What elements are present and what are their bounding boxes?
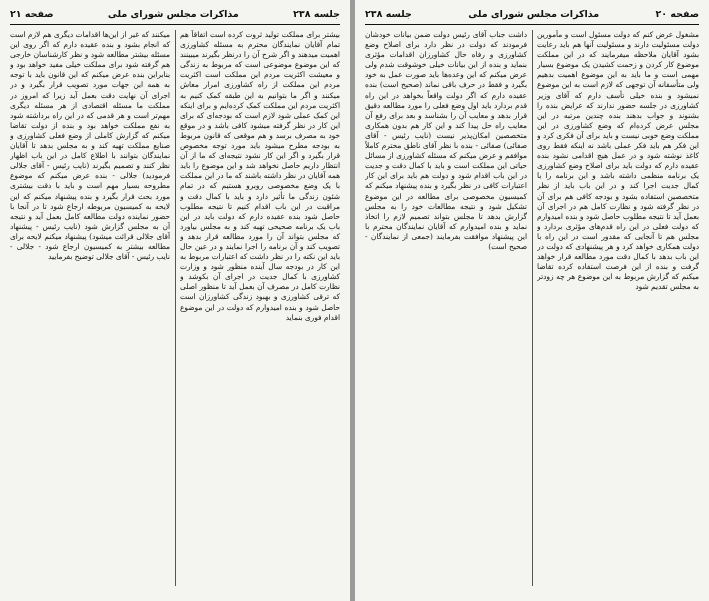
left-session-label: جلسه ۲۳۸ <box>293 8 340 20</box>
left-header-title: مذاکرات مجلس شورای ملی <box>107 8 239 20</box>
left-page-left-column <box>10 30 170 586</box>
right-header-rule <box>365 24 699 25</box>
right-page <box>355 0 709 601</box>
left-header-rule <box>10 24 340 25</box>
left-page-header <box>10 6 340 22</box>
right-page-left-column-text: داشت جناب آقای رئیس دولت ضمن بیانات خودشان فرمودند که دولت در نظر دارد برای اصلاح وضع کشاورزی و رفاه حال کشاورزان اقدامات مؤثری بنماید و بنده از این بیانات خیلی خوشوقت شدم ولی عرض میکنم که این وعده‌ها باید صورت عمل به خود بگیرد و فقط در حرف باقی نماند (صحیح است) بنده عقیده دارم که اگر دولت واقعاً بخواهد در این راه قدم بردارد باید اول وضع فعلی را مورد مطالعه دقیق قرار بدهد و معایب آن را بشناسد و بعد برای رفع آن معایب راه حل پیدا کند و این کار هم بدون همکاری متخصصین امکان‌پذیر نیست (نایب رئیس - آقای صفائی) صفائی - بنده با نظر آقای ناطق محترم کاملاً موافقم و عرض میکنم که مسئله کشاورزی از مسائل حیاتی این مملکت است و باید با کمال دقت و جدیت در این باب اقدام شود و دولت هم باید برای این کار اعتبارات کافی در نظر بگیرد و بنده پیشنهاد میکنم که کمیسیون مخصوصی برای مطالعه در این موضوع تشکیل شود و نتیجه مطالعات خود را به مجلس گزارش بدهد تا مجلس بتواند تصمیم لازم را اتخاذ نماید و بنده امیدوارم که آقایان نمایندگان محترم با این پیشنهاد موافقت بفرمایند (جمعی از نمایندگان - صحیح است) <box>365 30 527 251</box>
left-page-right-column-text: بیشتر برای مملکت تولید ثروت کرده است اتفاقاً هم تمام آقایان نمایندگان محترم به مسئله کشاورزی اهمیت میدهند و اگر شرح آن را درنظر بگیرند میبینند که این موضوع موضوعی است که مربوط به زندگی و معیشت اکثریت مردم این مملکت است اکثریت مردم این مملکت از راه کشاورزی امرار معاش میکنند و اگر ما بتوانیم به این طبقه کمک کنیم به اکثریت مردم این مملکت کمک کرده‌ایم و برای اینکه این کمک عملی شود لازم است که بودجه‌ای که برای این کار در نظر گرفته میشود کافی باشد و در موقع خود به مصرف برسد و هم موقعی که قانون مربوط به بودجه مطرح میشود باید مورد توجه مخصوص قرار بگیرد و اگر این کار نشود نتیجه‌ای که ما از آن انتظار داریم حاصل نخواهد شد و این موضوع را باید همه آقایان در نظر داشته باشند که ما در این مملکت با یک وضع مخصوصی روبرو هستیم که در تمام شئون زندگی ما تأثیر دارد و باید با کمال دقت و مراقبت در این باب اقدام کنیم تا نتیجه مطلوب حاصل شود بنده عقیده دارم که دولت باید در این باب یک برنامه صحیحی تهیه کند و به مجلس بیاورد که مجلس بتواند آن را مورد مطالعه قرار بدهد و تصویب کند و آن برنامه را اجرا نمایند و در عین حال باید این نکته را در نظر داشت که اعتبارات مربوط به این کار در بودجه سال آینده منظور شود و وزارت کشاورزی با کمال جدیت در اجرای آن بکوشد و نظارت کامل در مصرف آن بعمل آید تا منظور اصلی که ترقی کشاورزی و بهبود زندگی کشاورزان است حاصل شود و بنده امیدوارم که دولت در این موضوع اقدام فوری بنماید <box>180 30 340 322</box>
right-page-right-column <box>537 30 699 586</box>
left-page-left-column-text: میکنند که غیر از این‌ها اقدامات دیگری هم لازم است که انجام بشود و بنده عقیده دارم که اگر روی این مسئله بیشتر مطالعه شود و نظر کارشناسان خارجی هم گرفته شود برای مملکت خیلی مفید خواهد بود و بنابراین بنده عرض میکنم که این قانون باید با توجه به همه این جهات مورد تصویب قرار بگیرد و در اجرای آن نهایت دقت بعمل آید زیرا که امروز در مملکت ما مسئله اقتصادی از هر مسئله دیگری مهم‌تر است و هر قدمی که در این راه برداشته شود به نفع مملکت خواهد بود و بنده از دولت تقاضا میکنم که گزارش کاملی از وضع فعلی کشاورزی و صنایع مملکت تهیه کند و به مجلس بدهد تا آقایان نمایندگان بتوانند با اطلاع کامل در این باب اظهار نظر کنند و تصمیم بگیرند (نایب رئیس - آقای جلالی فرمودید) جلالی - بنده عرض میکنم که موضوع مطروحه بسیار مهم است و باید با دقت بیشتری مورد بحث قرار بگیرد و بنده پیشنهاد میکنم که این لایحه به کمیسیون مربوطه ارجاع شود تا در آنجا با حضور نماینده دولت مطالعه کامل بعمل آید و نتیجه آن به مجلس گزارش شود (نایب رئیس - پیشنهاد آقای جلالی قرائت میشود) پیشنهاد میکنم لایحه برای مطالعه بیشتر به کمیسیون ارجاع شود - جلالی - نایب رئیس - آقای جلالی توضیح بفرمایید <box>10 30 170 262</box>
right-page-header <box>365 6 699 22</box>
right-page-number: صفحه ۲۰ <box>655 8 699 20</box>
left-column-divider <box>175 30 176 586</box>
left-page-right-column <box>180 30 340 586</box>
right-header-title: مذاکرات مجلس شورای ملی <box>468 8 600 20</box>
right-page-left-column <box>365 30 527 586</box>
right-column-divider <box>532 30 533 586</box>
right-page-right-column-text: مشغول عرض کنم که دولت مسئول است و مأمورین دولت مسئولیت دارند و مسئولیت آنها هم باید رعایت بشود آقایان ملاحظه میفرمایند که در این مملکت موضوع کار کردن و زحمت کشیدن یک موضوع بسیار مهمی است و ما باید به این موضوع اهمیت بدهیم ولی متأسفانه آن توجهی که لازم است به این موضوع نمیشود و بنده خیلی تأسف دارم که آقای وزیر کشاورزی در جلسه حضور ندارند که عرایض بنده را بشنوند و جواب بدهند بنده چندین مرتبه در این مجلس عرض کرده‌ام که وضع کشاورزی در این مملکت وضع خوبی نیست و باید برای آن فکری کرد و این فکر هم باید فکر عملی باشد نه اینکه فقط روی کاغذ نوشته شود و در عمل هیچ اقدامی نشود بنده عقیده دارم که دولت باید برای اصلاح وضع کشاورزی یک برنامه منظمی داشته باشد و این برنامه را با کمال جدیت اجرا کند و در این باب باید از نظر متخصصین استفاده بشود و بودجه کافی هم برای آن در نظر گرفته شود و نظارت کامل هم در اجرای آن بعمل آید تا نتیجه مطلوب حاصل شود و بنده امیدوارم که دولت فعلی در این راه قدم‌های مؤثری بردارد و مجلس هم تا آنجایی که مقدور است در این راه با دولت همکاری خواهد کرد و هر پیشنهادی که دولت در این باب بدهد با کمال دقت مورد مطالعه قرار خواهد گرفت و بنده از این فرصت استفاده کرده تقاضا میکنم که گزارش مربوط به این موضوع هر چه زودتر به مجلس تقدیم شود <box>537 30 699 292</box>
left-page-number: صفحه ۲۱ <box>10 8 54 20</box>
right-session-label: جلسه ۲۳۸ <box>365 8 412 20</box>
left-page <box>0 0 350 601</box>
